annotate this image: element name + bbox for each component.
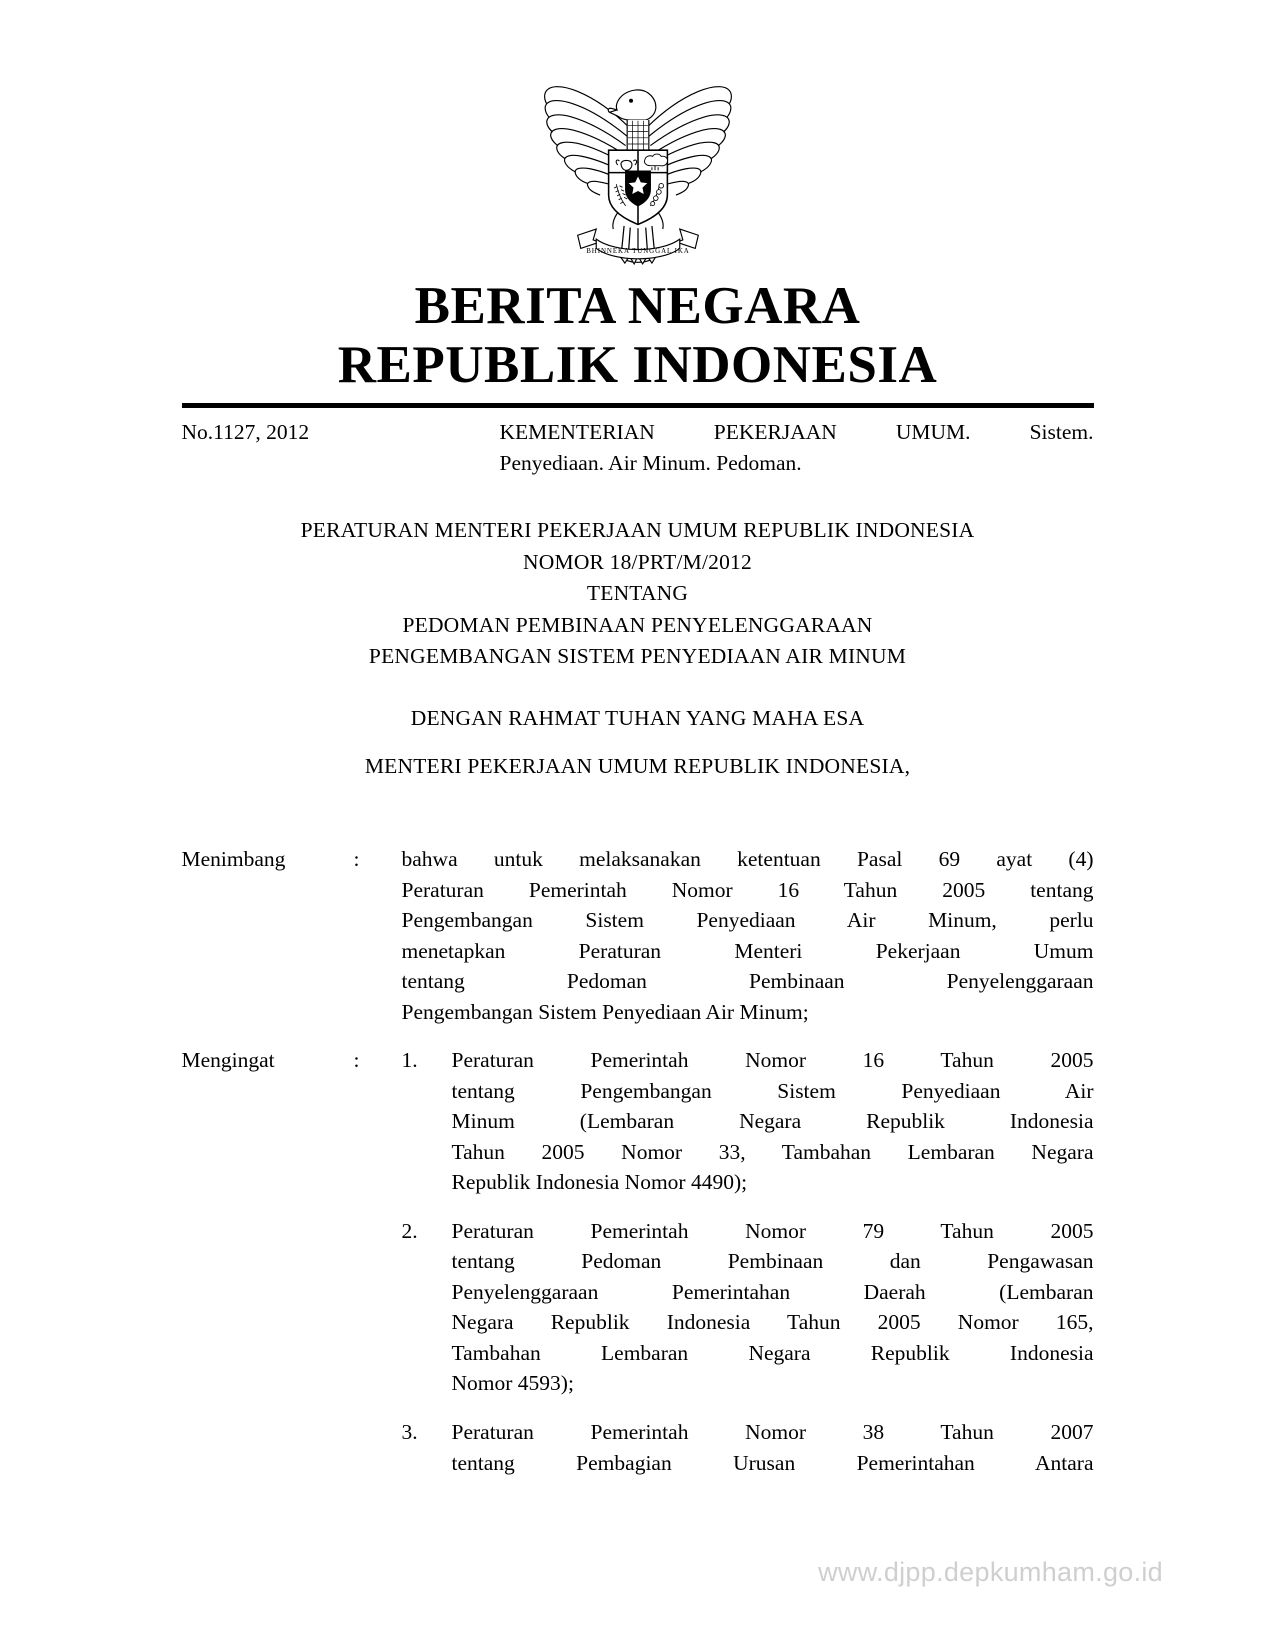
- clause-line: Peraturan Pemerintah Nomor 16 Tahun 2005: [451, 1048, 1094, 1073]
- regulation-number: NOMOR 18/PRT/M/2012: [523, 549, 752, 574]
- list-item: [402, 1216, 1094, 1399]
- clauses-section: [182, 844, 1094, 1478]
- clause-line: menetapkan Peraturan Menteri Pekerjaan Umum: [401, 938, 1094, 963]
- clause-line: Nomor 4593);: [451, 1371, 574, 1396]
- regulation-tentang-label: TENTANG: [586, 581, 689, 606]
- garuda-pancasila-emblem: [522, 62, 754, 267]
- clause-line: Minum (Lembaran Negara Republik Indonesia: [451, 1109, 1094, 1134]
- clause-line: Republik Indonesia Nomor 4490);: [451, 1170, 748, 1195]
- clause-mengingat: [182, 1045, 1094, 1478]
- list-item-number: 1.: [401, 1048, 418, 1073]
- clause-menimbang-body: [402, 844, 1094, 1027]
- clause-line: Pengembangan Sistem Penyediaan Air Minum;: [401, 999, 809, 1024]
- clause-line: tentang Pedoman Pembinaan dan Pengawasan: [451, 1249, 1094, 1274]
- clause-line: tentang Pedoman Pembinaan Penyelenggaraan: [401, 969, 1094, 994]
- list-item-text: [452, 1417, 1094, 1478]
- invocation-line: DENGAN RAHMAT TUHAN YANG MAHA ESA: [410, 706, 865, 731]
- list-item: [402, 1417, 1094, 1478]
- gazette-subject-line-1: KEMENTERIAN PEKERJAAN UMUM. Sistem.: [499, 419, 1094, 444]
- clause-line: Peraturan Pemerintah Nomor 38 Tahun 2007: [451, 1419, 1094, 1444]
- gazette-number: No.1127, 2012: [181, 419, 310, 444]
- clause-line: Peraturan Pemerintah Nomor 79 Tahun 2005: [451, 1218, 1094, 1243]
- title-spacer-2: [182, 735, 1094, 751]
- gazette-subject-line-2: Penyediaan. Air Minum. Pedoman.: [499, 450, 802, 475]
- clause-menimbang-colon: :: [353, 847, 360, 872]
- regulation-title-block: [182, 515, 1094, 782]
- title-spacer: [182, 673, 1094, 703]
- clause-line: Penyelenggaraan Pemerintahan Daerah (Lembaran: [451, 1279, 1094, 1304]
- clause-line: Tahun 2005 Nomor 33, Tambahan Lembaran Negara: [451, 1139, 1094, 1164]
- watermark-url: www.djpp.depkumham.go.id: [818, 1557, 1163, 1587]
- list-item-text: [452, 1045, 1094, 1198]
- list-item-text: [452, 1216, 1094, 1399]
- gazette-header-row: [182, 417, 1094, 479]
- clause-mengingat-colon: :: [353, 1048, 360, 1073]
- masthead-divider: [182, 403, 1094, 408]
- gazette-subject: [500, 417, 1094, 479]
- clause-menimbang-label: Menimbang: [181, 847, 286, 872]
- clause-line: tentang Pengembangan Sistem Penyediaan Air: [451, 1078, 1094, 1103]
- emblem-container: [0, 0, 1275, 267]
- regulation-subject-line-2: PENGEMBANGAN SISTEM PENYEDIAAN AIR MINUM: [368, 644, 907, 669]
- clause-menimbang: [182, 844, 1094, 1027]
- clause-line: bahwa untuk melaksanakan ketentuan Pasal 69 ayat (4): [401, 847, 1094, 872]
- masthead: [0, 277, 1275, 408]
- clause-line: Tambahan Lembaran Negara Republik Indonesia: [451, 1340, 1094, 1365]
- regulation-subject-line-1: PEDOMAN PEMBINAAN PENYELENGGARAAN: [402, 612, 873, 637]
- list-item-number: 2.: [401, 1218, 418, 1243]
- svg-text:BHINNEKA TUNGGAL IKA: BHINNEKA TUNGGAL IKA: [585, 247, 690, 256]
- clause-mengingat-body: [402, 1045, 1094, 1478]
- clause-mengingat-label: Mengingat: [181, 1048, 275, 1073]
- masthead-line-2: REPUBLIK INDONESIA: [337, 336, 938, 395]
- list-item: [402, 1045, 1094, 1198]
- masthead-line-1: BERITA NEGARA: [414, 277, 861, 335]
- clause-line: tentang Pembagian Urusan Pemerintahan Antara: [451, 1450, 1094, 1475]
- clause-line: Pengembangan Sistem Penyediaan Air Minum, perlu: [401, 908, 1094, 933]
- clause-line: Negara Republik Indonesia Tahun 2005 Nomor 165,: [451, 1310, 1094, 1335]
- regulation-title-line-1: PERATURAN MENTERI PEKERJAAN UMUM REPUBLIK INDONESIA: [300, 518, 975, 543]
- clause-line: Peraturan Pemerintah Nomor 16 Tahun 2005 tentang: [401, 877, 1094, 902]
- list-item-number: 3.: [401, 1419, 418, 1444]
- issuing-authority-line: MENTERI PEKERJAAN UMUM REPUBLIK INDONESIA,: [364, 753, 911, 778]
